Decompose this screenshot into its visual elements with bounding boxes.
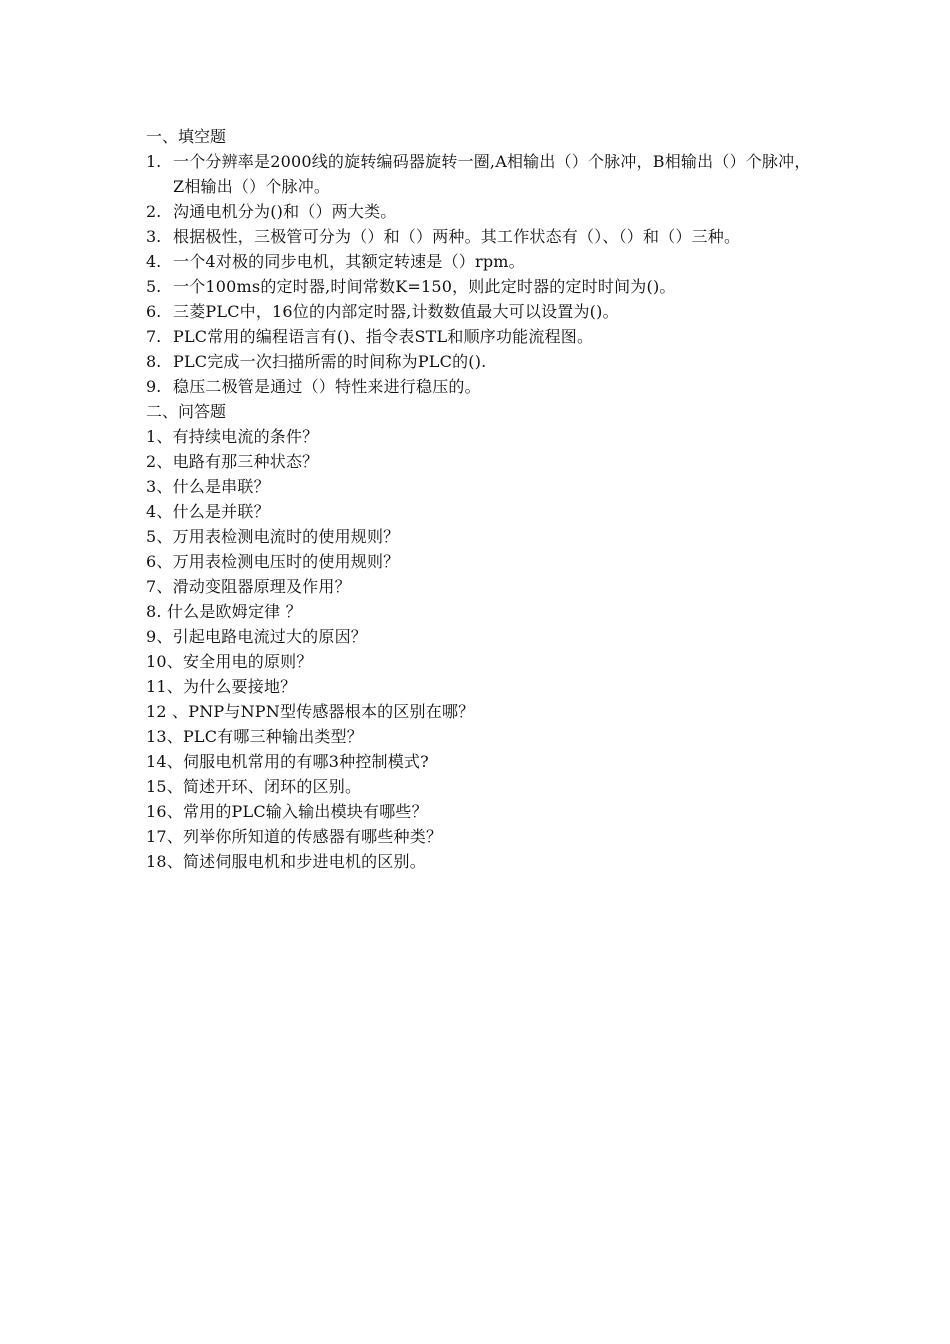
qa-question: 5、万用表检测电流时的使用规则？: [146, 527, 400, 546]
qa-question: 8. 什么是欧姆定律 ？: [146, 602, 302, 621]
question-text: 一个分辨率是2000线的旋转编码器旋转一圈,A相输出（）个脉冲，B相输出（）个脉冲，Z相输出（）个脉冲。: [173, 152, 811, 196]
qa-question: 13、PLC有哪三种输出类型？: [146, 727, 363, 746]
fill-in-question: [146, 224, 816, 249]
qa-question: 6、万用表检测电压时的使用规则？: [146, 552, 400, 571]
question-number: 7.: [146, 327, 162, 346]
qa-question: 16、常用的PLC输入输出模块有哪些？: [146, 802, 428, 821]
question-number: 3.: [146, 227, 162, 246]
question-number: 2.: [146, 202, 162, 221]
question-number: 1.: [146, 152, 162, 171]
fill-in-question: [146, 199, 816, 224]
fill-in-question: [146, 299, 816, 324]
question-number: 6.: [146, 302, 162, 321]
document-page: [146, 124, 816, 874]
qa-question: 17、列举你所知道的传感器有哪些种类？: [146, 827, 443, 846]
question-text: 沟通电机分为()和（）两大类。: [173, 202, 397, 221]
qa-question: 18、简述伺服电机和步进电机的区别。: [146, 852, 426, 871]
fill-in-question: [146, 324, 816, 349]
question-text: 三菱PLC中，16位的内部定时器,计数数值最大可以设置为()。: [173, 302, 619, 321]
section-title-fill-in: 一、填空题: [146, 127, 227, 146]
fill-in-question: [146, 274, 816, 299]
qa-question: 11、为什么要接地？: [146, 677, 297, 696]
fill-in-question: [146, 349, 816, 374]
question-text: 稳压二极管是通过（）特性来进行稳压的。: [173, 377, 481, 396]
qa-question: 14、伺服电机常用的有哪3种控制模式?: [146, 752, 429, 771]
qa-question: 15、简述开环、闭环的区别。: [146, 777, 362, 796]
qa-question: 3、什么是串联？: [146, 477, 270, 496]
qa-question: 1、有持续电流的条件？: [146, 427, 319, 446]
question-number: 4.: [146, 252, 162, 271]
qa-question-list: [146, 424, 816, 874]
qa-question: 2、电路有那三种状态？: [146, 452, 319, 471]
qa-question: 12 、PNP与NPN型传感器根本的区别在哪？: [146, 702, 475, 721]
question-number: 5.: [146, 277, 162, 296]
qa-question: 4、什么是并联？: [146, 502, 270, 521]
qa-question: 10、安全用电的原则？: [146, 652, 313, 671]
section-title-qa: 二、问答题: [146, 402, 227, 421]
question-number: 8.: [146, 352, 162, 371]
question-text: 根据极性，三极管可分为（）和（）两种。其工作状态有（）、（）和（）三种。: [173, 227, 741, 246]
question-number: 9.: [146, 377, 162, 396]
qa-question: 7、滑动变阻器原理及作用？: [146, 577, 351, 596]
fill-in-question: [146, 149, 816, 199]
question-text: PLC常用的编程语言有()、指令表STL和顺序功能流程图。: [173, 327, 594, 346]
question-text: 一个4对极的同步电机，其额定转速是（）rpm。: [173, 252, 525, 271]
fill-in-question: [146, 374, 816, 399]
question-text: PLC完成一次扫描所需的时间称为PLC的().: [173, 352, 487, 371]
fill-in-question: [146, 249, 816, 274]
fill-in-question-list: [146, 149, 816, 399]
qa-question: 9、引起电路电流过大的原因？: [146, 627, 367, 646]
question-text: 一个100ms的定时器,时间常数K=150，则此定时器的定时时间为()。: [173, 277, 676, 296]
